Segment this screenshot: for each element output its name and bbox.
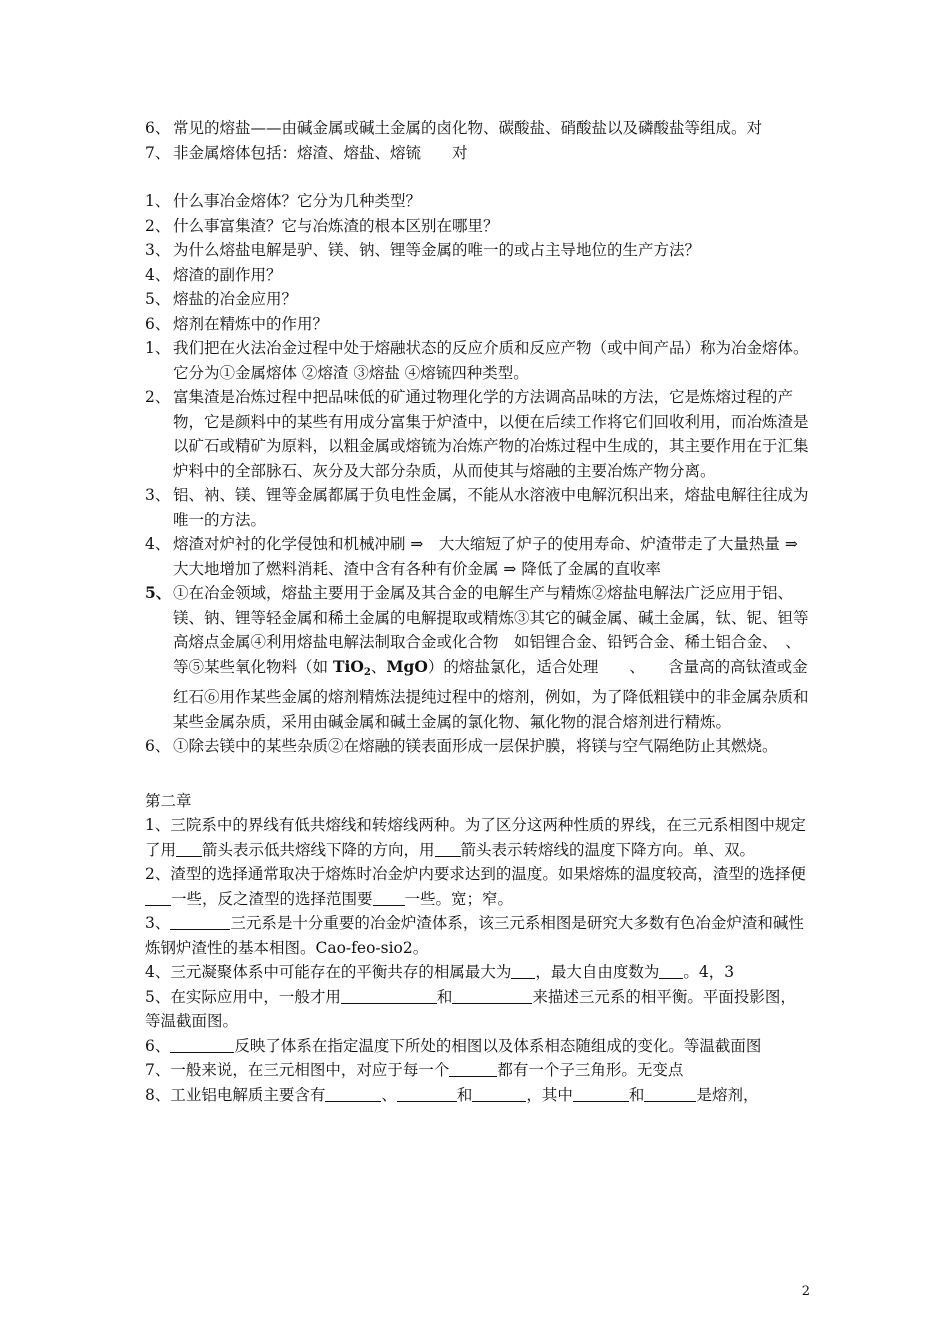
- blank: [325, 1086, 381, 1102]
- answer-text: 我们把在火法冶金过程中处于熔融状态的反应介质和反应产物（或中间产品）称为冶金熔体。它分为①金属熔体 ②熔渣 ③熔盐 ④熔锍四种类型。: [173, 339, 809, 382]
- chapter-title: 第二章: [145, 791, 192, 810]
- question-item: [145, 189, 810, 214]
- statement-text: 常见的熔盐——由碱金属或碱土金属的卤化物、碳酸盐、硝酸盐以及磷酸盐等组成。对: [173, 119, 763, 137]
- ch2-question-4: [145, 960, 810, 985]
- answer-item: [145, 483, 810, 532]
- separator: 、: [370, 657, 387, 676]
- ch2-question-2: [145, 862, 810, 911]
- text: 箭头表示转熔线的温度下降方向。单、双。: [460, 840, 756, 859]
- text: 和: [436, 987, 453, 1006]
- text: 6、: [145, 1036, 171, 1055]
- tio-subscript: 2: [363, 666, 371, 678]
- statement-text: 非金属熔体包括：熔渣、熔盐、熔锍 对: [173, 143, 468, 162]
- text: 7、一般来说，在三元相图中，对应于每一个: [145, 1061, 450, 1079]
- answer-item: [145, 532, 814, 581]
- text: 、: [381, 1085, 397, 1104]
- answer-number: 3、: [145, 486, 171, 504]
- text: 三元系是十分重要的冶金炉渣体系，该三元系相图是研究大多数有色冶金炉渣和碱性炼钢炉渣性的基本相图。Cao-feo-sio2。: [145, 914, 804, 957]
- text: 和: [628, 1085, 645, 1104]
- text: 一些，反之渣型的选择范围要: [171, 889, 373, 908]
- statement-7: [145, 141, 810, 166]
- blank: [644, 1086, 696, 1102]
- answer5-part1: ①在冶金领域，熔盐主要用于金属及其合金的电解生产与精炼②熔盐电解法广泛应用于铝、镁、钠、锂等轻金属和稀土金属的电解提取或精炼③其它的碱金属、碱土金属，钛、铌、钽等高熔点金属④利用熔盐电解法制取合金或化合物 如铝锂合金、铅钙合金、稀土铝合金、 、 等⑤某些氧化物料（如: [173, 584, 825, 676]
- text: 都有一个子三角形。无变点: [497, 1061, 684, 1079]
- text: 反映了体系在指定温度下所处的相图以及体系相态随组成的变化。等温截面图: [234, 1036, 762, 1055]
- question-text: 熔盐的冶金应用？: [173, 290, 298, 308]
- tio-text: TiO: [332, 656, 364, 676]
- answer-item: [145, 385, 810, 483]
- answer-item: [145, 336, 810, 385]
- tio2-formula: [333, 657, 371, 676]
- text: 。4，3: [683, 963, 735, 981]
- answer-text: 富集渣是冶炼过程中把品味低的矿通过物理化学的方法调高品味的方法，它是炼熔过程的产物，它是颜料中的某些有用成分富集于炉渣中，以便在后续工作将它们回收利用，而冶炼渣是以矿石或精矿为原料，以粗金属或熔锍为冶炼产物的冶炼过程中生成的，其主要作用在于汇集炉料中的全部脉石、灰分及大部分杂质，从而使其与熔融的主要冶炼产物分离。: [173, 388, 809, 480]
- question-text: 什么事冶金熔体？它分为几种类型？: [173, 192, 422, 210]
- answer-text: ①除去镁中的某些杂质②在熔融的镁表面形成一层保护膜，将镁与空气隔绝防止其燃烧。: [173, 737, 778, 755]
- answer-number: 6、: [145, 737, 171, 755]
- question-list: [145, 189, 810, 336]
- question-item: [145, 214, 810, 239]
- text: 来描述三元系的相平衡。平面投影图，等温截面图。: [145, 987, 796, 1030]
- blank: [472, 1086, 526, 1102]
- blank: [452, 988, 532, 1004]
- statement-number: 7、: [145, 143, 171, 162]
- page-number: 2: [801, 1284, 810, 1299]
- answer-number: 4、: [145, 535, 171, 553]
- answer-item-6: [145, 734, 810, 759]
- question-item: [145, 263, 810, 288]
- answer-list: [145, 336, 825, 759]
- blank: [435, 841, 461, 857]
- answer-text: 熔渣对炉衬的化学侵蚀和机械冲刷 ⇒ 大大缩短了炉子的使用寿命、炉渣带走了大量热量 ⇒ 大大地增加了燃料消耗、渣中含有各种有价金属 ⇒ 降低了金属的直收率: [173, 535, 814, 578]
- question-number: 1、: [145, 192, 171, 210]
- ch2-question-8: [145, 1083, 810, 1108]
- blank: [659, 963, 683, 979]
- text: 箭头表示低共熔线下降的方向，用: [202, 840, 435, 859]
- blank: [573, 1086, 629, 1102]
- question-number: 2、: [145, 216, 171, 235]
- text: 4、三元凝聚体系中可能存在的平衡共存的相属最大为: [145, 963, 512, 981]
- question-number: 4、: [145, 265, 171, 284]
- answer-text: 铝、衲、镁、锂等金属都属于负电性金属，不能从水溶液中电解沉积出来，熔盐电解往往成为唯一的方法。: [173, 486, 809, 529]
- blank: [449, 1061, 497, 1077]
- text: ，其中: [526, 1085, 573, 1104]
- text: 1、三院系中的界线有低共熔线和转熔线两种。为了区分这两种性质的界线，在三元系相图中规定了用: [145, 816, 806, 859]
- text: 一些。宽；窄。: [404, 889, 514, 908]
- question-text: 熔剂在精炼中的作用？: [173, 314, 329, 333]
- statement-6: [145, 116, 810, 141]
- ch2-question-1: [145, 813, 810, 862]
- question-text: 什么事富集渣？它与冶炼渣的根本区别在哪里？: [173, 216, 499, 235]
- answer-item-5: [145, 581, 825, 734]
- question-item: [145, 287, 810, 312]
- mgo-formula: MgO: [386, 656, 428, 676]
- answer-text: [173, 581, 825, 734]
- question-item: [145, 238, 810, 263]
- ch2-question-6: [145, 1034, 810, 1059]
- text: 2、渣型的选择通常取决于熔炼时冶金炉内要求达到的温度。如果熔炼的温度较高，渣型的选择便: [145, 865, 806, 883]
- spacer: [145, 165, 810, 189]
- blank: [397, 1086, 457, 1102]
- answer-number: 2、: [145, 388, 171, 406]
- blank: [170, 1037, 234, 1053]
- question-number: 5、: [145, 290, 171, 308]
- text: 和: [456, 1085, 473, 1104]
- text: 8、工业铝电解质主要含有: [145, 1085, 326, 1104]
- ch2-question-3: [145, 911, 810, 960]
- question-number: 6、: [145, 314, 171, 333]
- blank: [170, 914, 230, 930]
- blank: [145, 890, 171, 906]
- text: 是熔剂，: [696, 1085, 759, 1104]
- text: 5、在实际应用中，一般才用: [145, 987, 341, 1006]
- text: ，最大自由度数为: [535, 963, 660, 981]
- answer-number: 5、: [145, 583, 172, 602]
- text: 3、: [145, 914, 171, 932]
- document-body: [145, 116, 825, 1107]
- answer-number: 1、: [145, 339, 171, 357]
- spacer: [145, 759, 810, 783]
- question-text: 熔渣的副作用？: [173, 265, 282, 284]
- blank: [511, 963, 535, 979]
- blank: [341, 988, 437, 1004]
- ch2-question-7: [145, 1058, 810, 1083]
- answer5-part2: ）的熔盐氯化，适合处理 、 含量高的高钛渣或金红石⑥用作某些金属的熔剂精炼法提纯过程中的熔剂，例如，为了降低粗镁中的非金属杂质和某些金属杂质，采用由碱金属和碱土金属的氯化物、氟化物的混合熔剂进行精炼。: [173, 657, 809, 731]
- question-item: [145, 312, 810, 337]
- ch2-question-5: [145, 985, 810, 1034]
- question-text: 为什么熔盐电解是驴、镁、钠、锂等金属的唯一的或占主导地位的生产方法？: [173, 241, 701, 259]
- question-number: 3、: [145, 241, 171, 259]
- statement-number: 6、: [145, 119, 171, 137]
- blank: [373, 890, 405, 906]
- blank: [176, 841, 202, 857]
